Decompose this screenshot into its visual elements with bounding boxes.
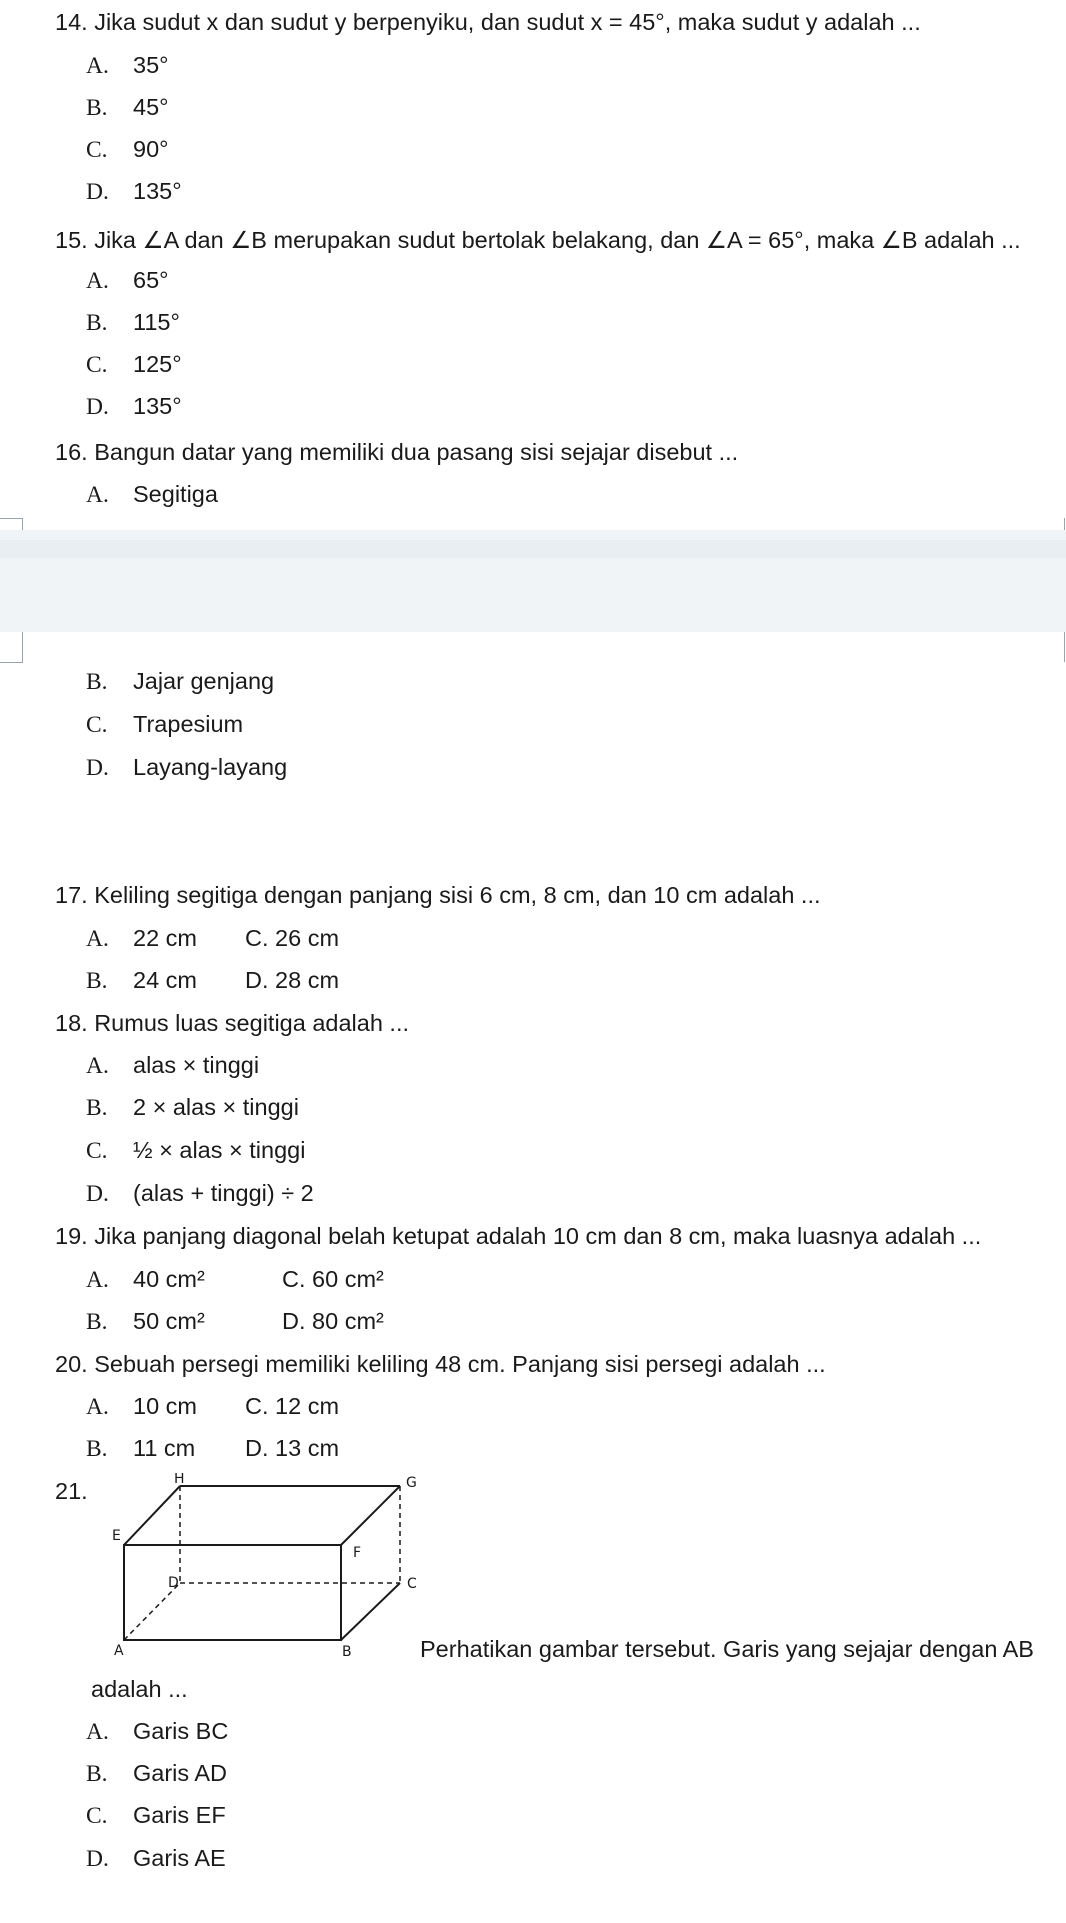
face-front	[124, 1545, 341, 1640]
page-break	[0, 530, 1066, 632]
option-row: A. 40 cm² C. 60 cm²	[86, 1266, 384, 1293]
option-row: A. 10 cm C. 12 cm	[86, 1393, 340, 1420]
edge-CB	[341, 1583, 400, 1640]
question-21-text-continued: adalah ...	[91, 1676, 188, 1702]
question-21-text: Perhatikan gambar tersebut. Garis yang sejajar dengan AB	[420, 1636, 1034, 1662]
option: B. 45°	[86, 94, 169, 121]
option: C. Garis EF	[86, 1802, 226, 1829]
option-row: B. 24 cm D. 28 cm	[86, 967, 340, 994]
option-row: B. 50 cm² D. 80 cm²	[86, 1308, 384, 1335]
question-15: 15. Jika ∠A dan ∠B merupakan sudut bertolak belakang, dan ∠A = 65°, maka ∠B adalah ...	[55, 227, 1021, 253]
option: D. 135°	[86, 393, 182, 420]
option: C. 125°	[86, 351, 182, 378]
option: B. 2 × alas × tinggi	[86, 1094, 299, 1121]
edge-EH	[124, 1486, 180, 1545]
option: D. Garis AE	[86, 1845, 226, 1872]
option: A. 35°	[86, 52, 169, 79]
document-page-1	[0, 0, 1066, 530]
vertex-label-D: D	[168, 1575, 179, 1591]
option: A. alas × tinggi	[86, 1052, 260, 1079]
vertex-label-C: C	[407, 1576, 417, 1592]
option: A. 65°	[86, 267, 169, 294]
option: A. Garis BC	[86, 1718, 229, 1745]
vertex-label-B: B	[342, 1644, 352, 1660]
question-14: 14. Jika sudut x dan sudut y berpenyiku, dan sudut x = 45°, maka sudut y adalah ...	[55, 9, 921, 35]
option: C. 90°	[86, 136, 169, 163]
page-break-band	[0, 540, 1066, 558]
question-20: 20. Sebuah persegi memiliki keliling 48 cm. Panjang sisi persegi adalah ...	[55, 1351, 826, 1377]
option: C. Trapesium	[86, 711, 244, 738]
option: B. 115°	[86, 309, 180, 336]
question-21-number: 21.	[55, 1478, 88, 1504]
edge-FG	[341, 1486, 400, 1545]
vertex-label-H: H	[174, 1473, 185, 1487]
vertex-label-E: E	[112, 1528, 121, 1544]
edge-AD	[124, 1583, 180, 1640]
cuboid-figure	[102, 1473, 432, 1663]
question-16: 16. Bangun datar yang memiliki dua pasang sisi sejajar disebut ...	[55, 439, 739, 465]
option-row: A. 22 cm C. 26 cm	[86, 925, 340, 952]
option: D. Layang-layang	[86, 754, 288, 781]
option: C. ½ × alas × tinggi	[86, 1137, 306, 1164]
page-corner-mark	[0, 632, 23, 663]
option: D. 135°	[86, 178, 182, 205]
question-19: 19. Jika panjang diagonal belah ketupat adalah 10 cm dan 8 cm, maka luasnya adalah ...	[55, 1223, 982, 1249]
option-row: B. 11 cm D. 13 cm	[86, 1435, 340, 1462]
question-17: 17. Keliling segitiga dengan panjang sisi 6 cm, 8 cm, dan 10 cm adalah ...	[55, 882, 821, 908]
question-18: 18. Rumus luas segitiga adalah ...	[55, 1010, 410, 1036]
option: B. Jajar genjang	[86, 668, 275, 695]
vertex-label-A: A	[114, 1643, 124, 1659]
option: B. Garis AD	[86, 1760, 228, 1787]
vertex-label-G: G	[406, 1475, 417, 1491]
option: D. (alas + tinggi) ÷ 2	[86, 1180, 314, 1207]
option: A. Segitiga	[86, 481, 218, 508]
vertex-label-F: F	[353, 1545, 362, 1561]
